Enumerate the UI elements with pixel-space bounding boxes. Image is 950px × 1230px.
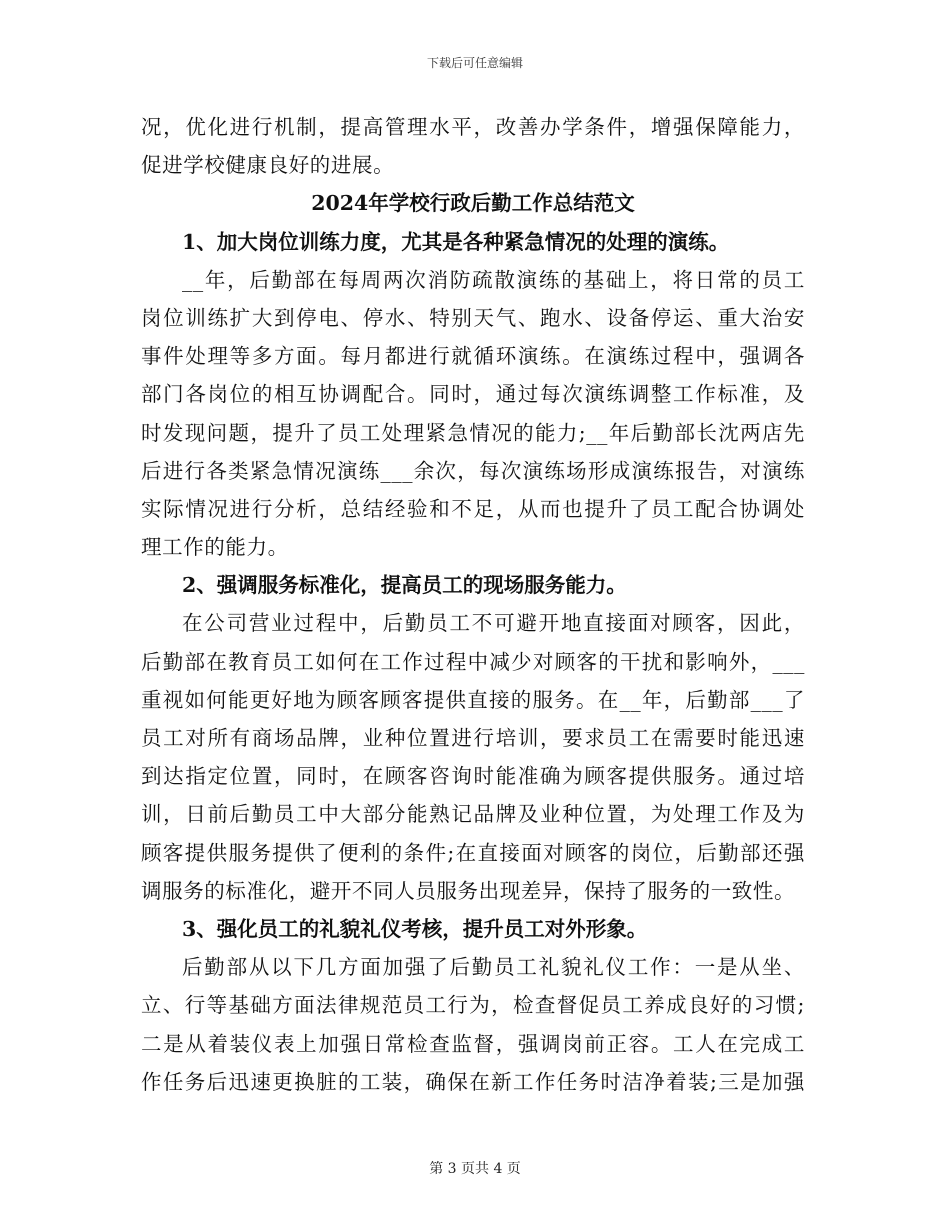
paragraph-line: 员工对所有商场品牌，业种位置进行培训，要求员工在需要时能迅速	[141, 726, 805, 750]
paragraph-line: 重视如何能更好地为顾客顾客提供直接的服务。在__年，后勤部___了	[141, 687, 805, 712]
paragraph-line: 时发现问题，提升了员工处理紧急情况的能力;__年后勤部长沈两店先	[141, 420, 805, 445]
paragraph-line: 后进行各类紧急情况演练___余次，每次演练场形成演练报告，对演练	[141, 458, 805, 483]
document-body	[141, 108, 805, 1101]
page-header: 下载后可任意编辑	[426, 56, 523, 70]
section-heading: 1、加大岗位训练力度，尤其是各种紧急情况的处理的演练。	[182, 229, 730, 254]
paragraph-line: 在公司营业过程中，后勤员工不可避开地直接面对顾客，因此，	[182, 611, 805, 636]
paragraph-line: 作任务后迅速更换脏的工装，确保在新工作任务时洁净着装;三是加强	[141, 1069, 805, 1094]
paragraph-line: 后勤部在教育员工如何在工作过程中减少对顾客的干扰和影响外，___	[141, 649, 805, 674]
paragraph-line: 立、行等基础方面法律规范员工行为，检查督促员工养成良好的习惯;	[141, 993, 805, 1018]
paragraph-line: 况，优化进行机制，提高管理水平，改善办学条件，增强保障能力，	[141, 115, 805, 139]
paragraph-line: 理工作的能力。	[141, 535, 289, 560]
paragraph-line: 岗位训练扩大到停电、停水、特别天气、跑水、设备停运、重大治安	[141, 305, 805, 330]
paragraph-line: 训，日前后勤员工中大部分能熟记品牌及业种位置，为处理工作及为	[141, 802, 805, 827]
section-heading: 3、强化员工的礼貌礼仪考核，提升员工对外形象。	[182, 916, 648, 941]
paragraph-line: 顾客提供服务提供了便利的条件;在直接面对顾客的岗位，后勤部还强	[141, 840, 805, 865]
paragraph-line: 促进学校健康良好的进展。	[141, 153, 395, 178]
paragraph-line: 部门各岗位的相互协调配合。同时，通过每次演练调整工作标准，及	[141, 382, 805, 407]
page-footer: 第 3 页共 4 页	[429, 1161, 521, 1177]
paragraph-line: 二是从着装仪表上加强日常检查监督，强调岗前正容。工人在完成工	[141, 1031, 805, 1056]
section-heading: 2、强调服务标准化，提高员工的现场服务能力。	[182, 573, 627, 598]
paragraph-line: 实际情况进行分析，总结经验和不足，从而也提升了员工配合协调处	[141, 496, 805, 521]
paragraph-line: 调服务的标准化，避开不同人员服务出现差异，保持了服务的一致性。	[141, 878, 796, 903]
document-title: 2024年学校行政后勤工作总结范文	[311, 191, 635, 216]
paragraph-line: 事件处理等多方面。每月都进行就循环演练。在演练过程中，强调各	[141, 344, 805, 369]
paragraph-line: __年，后勤部在每周两次消防疏散演练的基础上，将日常的员工	[182, 267, 805, 292]
paragraph-line: 到达指定位置，同时，在顾客咨询时能准确为顾客提供服务。通过培	[141, 764, 805, 789]
paragraph-line: 后勤部从以下几方面加强了后勤员工礼貌礼仪工作：一是从坐、	[182, 955, 805, 980]
